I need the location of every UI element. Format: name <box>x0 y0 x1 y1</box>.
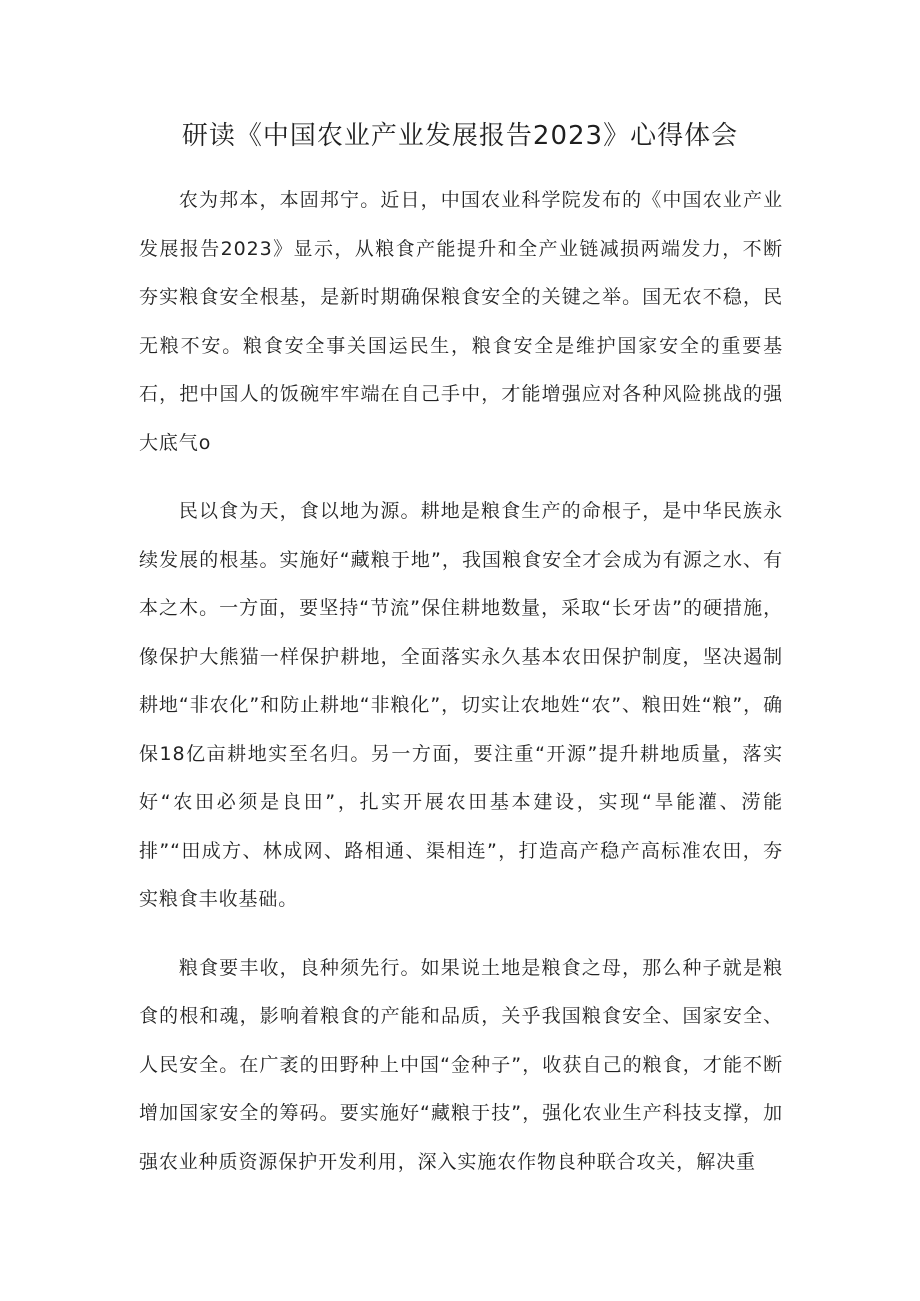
document-body <box>139 176 783 1206</box>
document-title: 研读《中国农业产业发展报告2023》心得体会 <box>181 121 739 151</box>
paragraph-1: 农为邦本，本固邦宁。近日，中国农业科学院发布的《中国农业产业发展报告2023》显示，从粮食产能提升和全产业链减损两端发力，不断夯实粮食安全根基，是新时期确保粮食安全的关键之举。国无农不稳，民无粮不安。粮食安全事关国运民生，粮食安全是维护国家安全的重要基石，把中国人的饭碗牢牢端在自己手中，才能增强应对各种风险挑战的强大底气o <box>139 189 783 454</box>
paragraph-3: 粮食要丰收，良种须先行。如果说土地是粮食之母，那么种子就是粮食的根和魂，影响着粮食的产能和品质，关乎我国粮食安全、国家安全、人民安全。在广袤的田野种上中国“金种子”，收获自己的粮食，才能不断增加国家安全的筹码。要实施好“藏粮于技”，强化农业生产科技支撑，加强农业种质资源保护开发利用，深入实施农作物良种联合攻关，解决重 <box>139 956 783 1173</box>
paragraph-2: 民以食为天，食以地为源。耕地是粮食生产的命根子，是中华民族永续发展的根基。实施好“藏粮于地”，我国粮食安全才会成为有源之水、有本之木。一方面，要坚持“节流”保住耕地数量，采取“长牙齿”的硬措施，像保护大熊猫一样保护耕地，全面落实永久基本农田保护制度，坚决遏制耕地“非农化”和防止耕地“非粮化”，切实让农地姓“农”、粮田姓“粮”，确保18亿亩耕地实至名归。另一方面，要注重“开源”提升耕地质量，落实好“农田必须是良田”，扎实开展农田基本建设，实现“旱能灌、涝能排”“田成方、林成网、路相通、渠相连”，打造高产稳产高标准农田，夯实粮食丰收基础。 <box>139 500 783 910</box>
